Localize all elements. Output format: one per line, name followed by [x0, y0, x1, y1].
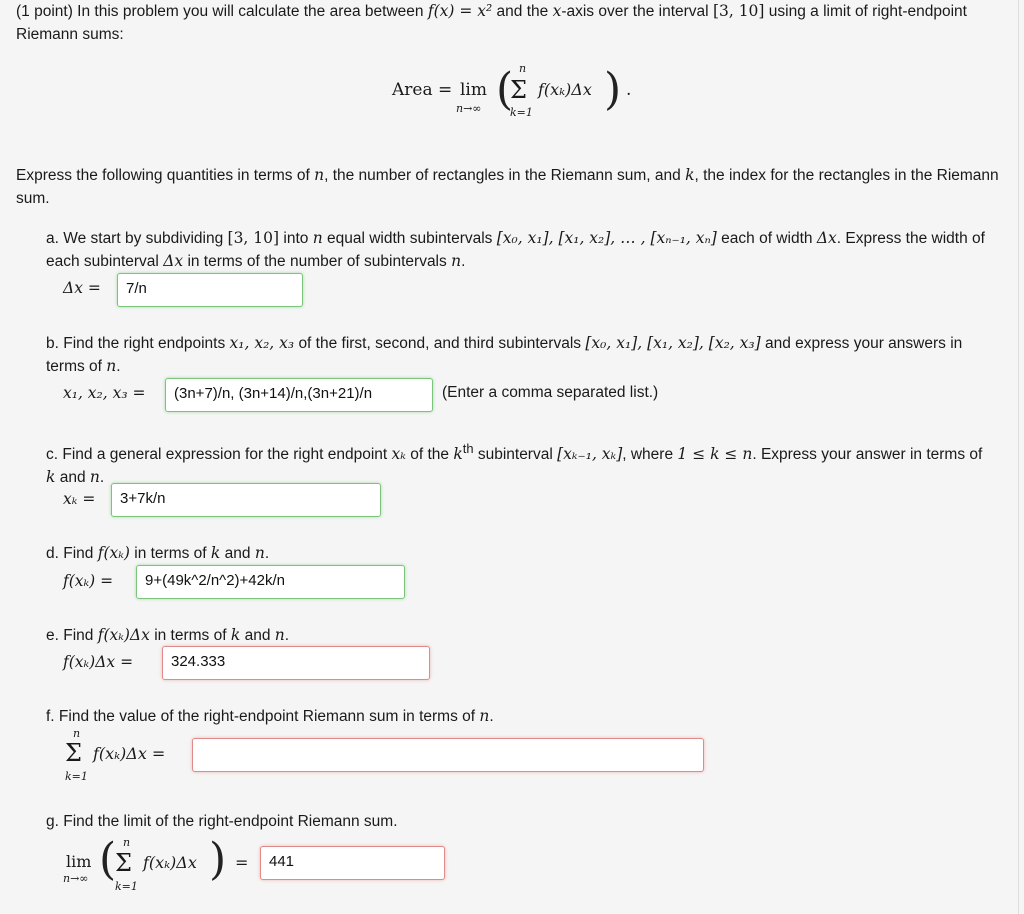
endpoints: x₁, x₂, x₃ [229, 334, 295, 352]
n-variable: n [254, 544, 265, 562]
fxkdx-expression: f(xₖ)Δx [97, 626, 150, 644]
fxk-expression: f(xₖ) [97, 544, 130, 562]
k-range: 1 ≤ k ≤ n [677, 445, 753, 464]
part-e-answer-input[interactable]: 324.333 [162, 646, 430, 680]
question-text: d. Find [46, 545, 94, 562]
area-label: Area = [392, 80, 453, 100]
part-b-label: x₁, x₂, x₃ = [63, 384, 146, 402]
question-text: into [283, 230, 309, 247]
n-variable: n [274, 626, 285, 644]
part-f-question: f. Find the value of the right-endpoint Riemann sum in terms of n. [46, 707, 494, 725]
part-d-question: d. Find f(xₖ) in terms of k and n. [46, 544, 270, 562]
k-variable: k [46, 468, 56, 487]
part-d-answer-input[interactable]: 9+(49k^2/n^2)+42k/n [136, 565, 405, 599]
part-e-label: f(xₖ)Δx = [63, 653, 134, 671]
lim-subscript: n→∞ [63, 872, 89, 885]
question-text: c. Find a general expression for the right endpoint [46, 446, 388, 464]
lim-label: lim [460, 80, 487, 100]
n-variable: n [314, 166, 325, 184]
intro-text: using a limit of right-endpoint Riemann sums: [16, 3, 967, 43]
sum-upper: n [519, 62, 527, 75]
part-b-answer-input[interactable]: (3n+7)/n, (3n+14)/n,(3n+21)/n [165, 378, 433, 412]
question-text: in terms of [134, 545, 207, 562]
question-text: , where [622, 446, 674, 464]
question-text: and express your answers in terms of [46, 335, 963, 375]
question-text: of the [410, 446, 450, 464]
x-variable: x [552, 2, 562, 20]
problem-intro [16, 0, 1006, 46]
question-text: of the first, second, and third subintervals [298, 335, 582, 352]
instructions [16, 164, 1006, 210]
superscript-th: th [462, 441, 474, 456]
subinterval: [xₖ₋₁, xₖ] [557, 445, 623, 464]
right-paren: ) [604, 64, 622, 115]
part-d-label: f(xₖ) = [63, 572, 114, 590]
question-text: and [244, 627, 271, 644]
sum-term: f(xₖ)Δx [143, 853, 197, 872]
k-variable: k [230, 626, 241, 644]
part-b-question: b. Find the right endpoints x₁, x₂, x₃ of the first, second, and third subintervals [x₀, x₁], [x₁, x₂], [x₂, x₃] and express your answers in terms of n. [46, 334, 963, 375]
k-variable: k [453, 445, 463, 464]
question-text: and [224, 545, 251, 562]
question-text: . Express your answer in terms of [752, 446, 983, 464]
delta-x: Δx [816, 229, 837, 247]
sum-lower: k=1 [115, 880, 138, 893]
part-a-label: Δx = [63, 279, 101, 297]
intro-text: and the [496, 3, 549, 20]
sum-lower: k=1 [65, 770, 88, 783]
right-paren: ) [209, 834, 227, 885]
sigma-icon: Σ [65, 739, 82, 767]
interval: [3, 10] [712, 2, 765, 20]
question-text: subinterval [477, 446, 553, 464]
n-variable: n [479, 707, 490, 725]
question-text: . Express the width of each subinterval [46, 230, 985, 270]
question-text: each of width [721, 230, 813, 247]
intro-text: -axis over the interval [561, 3, 709, 20]
instructions-text: , the number of rectangles in the Riemann sum, and [324, 167, 681, 184]
question-text: g. Find the limit of the right-endpoint Riemann sum. [46, 813, 398, 830]
sum-upper: n [73, 727, 81, 740]
n-variable: n [451, 252, 462, 270]
k-variable: k [685, 166, 695, 184]
n-variable: n [106, 357, 117, 375]
part-b-hint: (Enter a comma separated list.) [442, 384, 659, 401]
sum-upper: n [123, 836, 131, 849]
part-g-answer-input[interactable]: 441 [260, 846, 445, 880]
part-a-question: a. We start by subdividing [3, 10] into n equal width subintervals [x₀, x₁], [x₁, x₂], … , [xₙ₋₁, xₙ] each of width Δx. Express the width of each subinterval Δx in terms of the number of subintervals n. [46, 229, 985, 270]
part-f-answer-input[interactable] [192, 738, 704, 772]
xk-variable: xₖ [391, 445, 406, 464]
equals-sign: = [235, 853, 249, 872]
question-text: f. Find the value of the right-endpoint Riemann sum in terms of [46, 708, 476, 725]
question-text: b. Find the right endpoints [46, 335, 226, 352]
part-c-answer-input[interactable]: 3+7k/n [111, 483, 381, 517]
part-a-answer-input[interactable]: 7/n [117, 273, 303, 307]
sigma-icon: Σ [115, 849, 132, 877]
n-variable: n [89, 468, 100, 487]
part-g-limit [63, 836, 263, 902]
part-c-question: c. Find a general expression for the right endpoint xₖ of the $k^{th}$ subinterval [xₖ₋₁, xₖ], where 1 ≤ k ≤ n. Express your answer in terms of k and n. [46, 441, 983, 487]
subintervals: [x₀, x₁], [x₁, x₂], [x₂, x₃] [585, 334, 761, 352]
delta-x: Δx [163, 252, 184, 270]
lim-label: lim [66, 852, 92, 871]
sum-lower: k=1 [510, 106, 533, 119]
n-variable: n [312, 229, 323, 247]
subintervals: [x₀, x₁], [x₁, x₂], … , [xₙ₋₁, xₙ] [496, 229, 717, 247]
part-c-label: xₖ = [63, 490, 96, 508]
part-f-sum [63, 727, 193, 787]
instructions-text: Express the following quantities in terms of [16, 167, 310, 184]
question-text: equal width subintervals [326, 230, 493, 247]
left-paren: ( [496, 64, 514, 115]
question-text: e. Find [46, 627, 94, 644]
formula-dot: . [626, 80, 632, 100]
part-g-question [46, 810, 996, 833]
k-variable: k [210, 544, 221, 562]
question-text: a. We start by subdividing [46, 230, 224, 247]
left-paren: ( [99, 834, 117, 885]
part-f-label: f(xₖ)Δx = [93, 744, 166, 763]
part-e-question: e. Find f(xₖ)Δx in terms of k and n. [46, 626, 290, 644]
function-expression: f(x) = x² [427, 2, 493, 20]
question-text: and [59, 469, 86, 487]
instructions-text: , the index for the rectangles in the Riemann sum. [16, 167, 999, 207]
intro-text: (1 point) In this problem you will calculate the area between [16, 3, 424, 20]
question-text: in terms of [154, 627, 227, 644]
question-text: in terms of the number of subintervals [187, 253, 447, 270]
lim-subscript: n→∞ [456, 102, 482, 115]
sum-term: f(xₖ)Δx [538, 80, 592, 99]
sigma-icon: Σ [510, 76, 527, 104]
interval: [3, 10] [227, 229, 280, 247]
